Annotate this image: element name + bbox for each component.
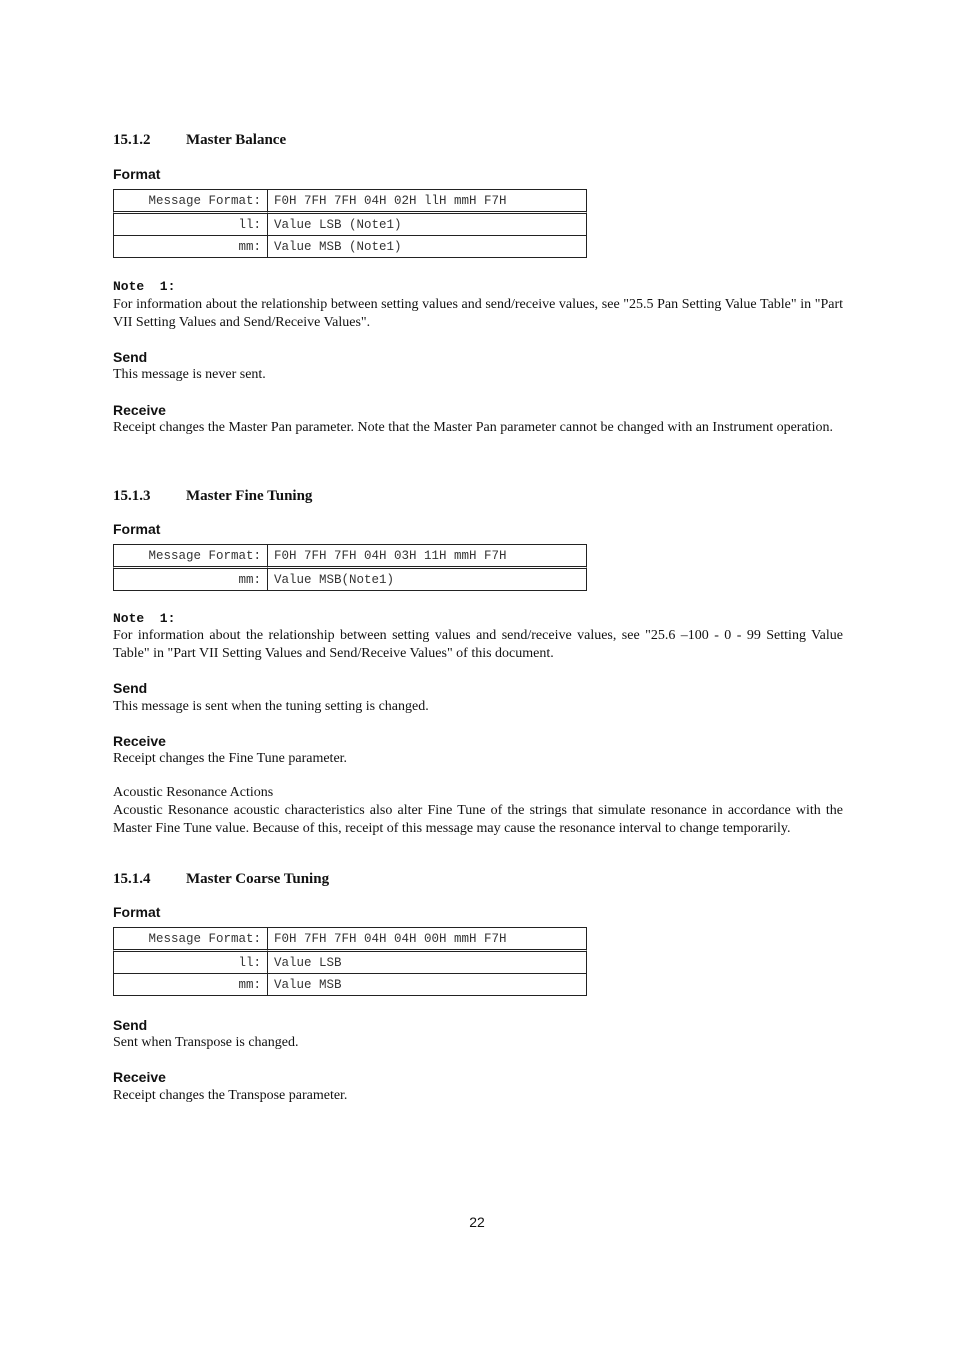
row-value: F0H 7FH 7FH 04H 03H 11H mmH F7H <box>268 544 587 569</box>
row-value: Value LSB (Note1) <box>268 214 587 236</box>
receive-heading: Receive <box>113 402 166 418</box>
section-title: Master Fine Tuning <box>186 488 313 504</box>
row-value: F0H 7FH 7FH 04H 04H 00H mmH F7H <box>268 927 587 952</box>
table-row <box>113 927 587 952</box>
format-heading: Format <box>113 166 161 182</box>
page-number: 22 <box>469 1214 485 1230</box>
section-number: 15.1.3 <box>113 488 151 504</box>
format-table <box>113 544 587 591</box>
receive-text: Receipt changes the Fine Tune parameter. <box>113 751 348 766</box>
table-row <box>113 236 587 258</box>
receive-heading: Receive <box>113 733 166 749</box>
table-row <box>113 189 587 214</box>
table-row <box>113 974 587 996</box>
send-text: This message is sent when the tuning setting is changed. <box>113 699 429 714</box>
row-value: Value MSB <box>268 974 587 996</box>
row-value: Value MSB (Note1) <box>268 236 587 258</box>
note-text: For information about the relationship between setting values and send/receive values, see "25.5 Pan Setting Value Table" in "Part VII Setting Values and Send/Receive Values". <box>113 297 843 330</box>
send-heading: Send <box>113 349 148 365</box>
receive-text: Receipt changes the Transpose parameter. <box>113 1088 348 1103</box>
section-title: Master Coarse Tuning <box>186 871 330 887</box>
row-value: Value MSB(Note1) <box>268 569 587 591</box>
table-row <box>113 544 587 569</box>
send-heading: Send <box>113 1017 148 1033</box>
format-table <box>113 189 587 258</box>
section-number: 15.1.4 <box>113 871 151 887</box>
row-value: F0H 7FH 7FH 04H 02H llH mmH F7H <box>268 189 587 214</box>
send-heading: Send <box>113 680 148 696</box>
row-value: Value LSB <box>268 952 587 974</box>
section-title: Master Balance <box>186 132 287 148</box>
receive-heading: Receive <box>113 1069 166 1085</box>
section-heading <box>113 488 312 505</box>
row-key: mm: <box>113 236 268 258</box>
row-key: mm: <box>113 974 268 996</box>
row-key: ll: <box>113 214 268 236</box>
section-number: 15.1.2 <box>113 132 151 148</box>
note-text: For information about the relationship between setting values and send/receive values, see "25.6 –100 - 0 - 99 Setting Value Table" in "Part VII Setting Values and Send/Receive Values" of this document. <box>113 628 843 661</box>
note-heading: Note 1: <box>113 611 176 626</box>
format-table <box>113 927 587 996</box>
row-key: Message Format: <box>113 544 268 569</box>
row-key: Message Format: <box>113 189 268 214</box>
row-key: Message Format: <box>113 927 268 952</box>
section-heading <box>113 132 286 149</box>
table-row <box>113 952 587 974</box>
receive-text: Receipt changes the Master Pan parameter. Note that the Master Pan parameter cannot be changed with an Instrument operation. <box>113 420 833 435</box>
note-heading: Note 1: <box>113 279 176 294</box>
table-row <box>113 569 587 591</box>
row-key: ll: <box>113 952 268 974</box>
send-text: Sent when Transpose is changed. <box>113 1035 299 1050</box>
table-row <box>113 214 587 236</box>
extra-heading: Acoustic Resonance Actions <box>113 785 274 800</box>
section-heading <box>113 871 329 888</box>
row-key: mm: <box>113 569 268 591</box>
extra-text: Acoustic Resonance acoustic characteristics also alter Fine Tune of the strings that simulate resonance in accordance with the Master Fine Tune value. Because of this, receipt of this message may cause the resonance interval to change temporarily. <box>113 803 843 836</box>
format-heading: Format <box>113 904 161 920</box>
send-text: This message is never sent. <box>113 367 266 382</box>
format-heading: Format <box>113 521 161 537</box>
